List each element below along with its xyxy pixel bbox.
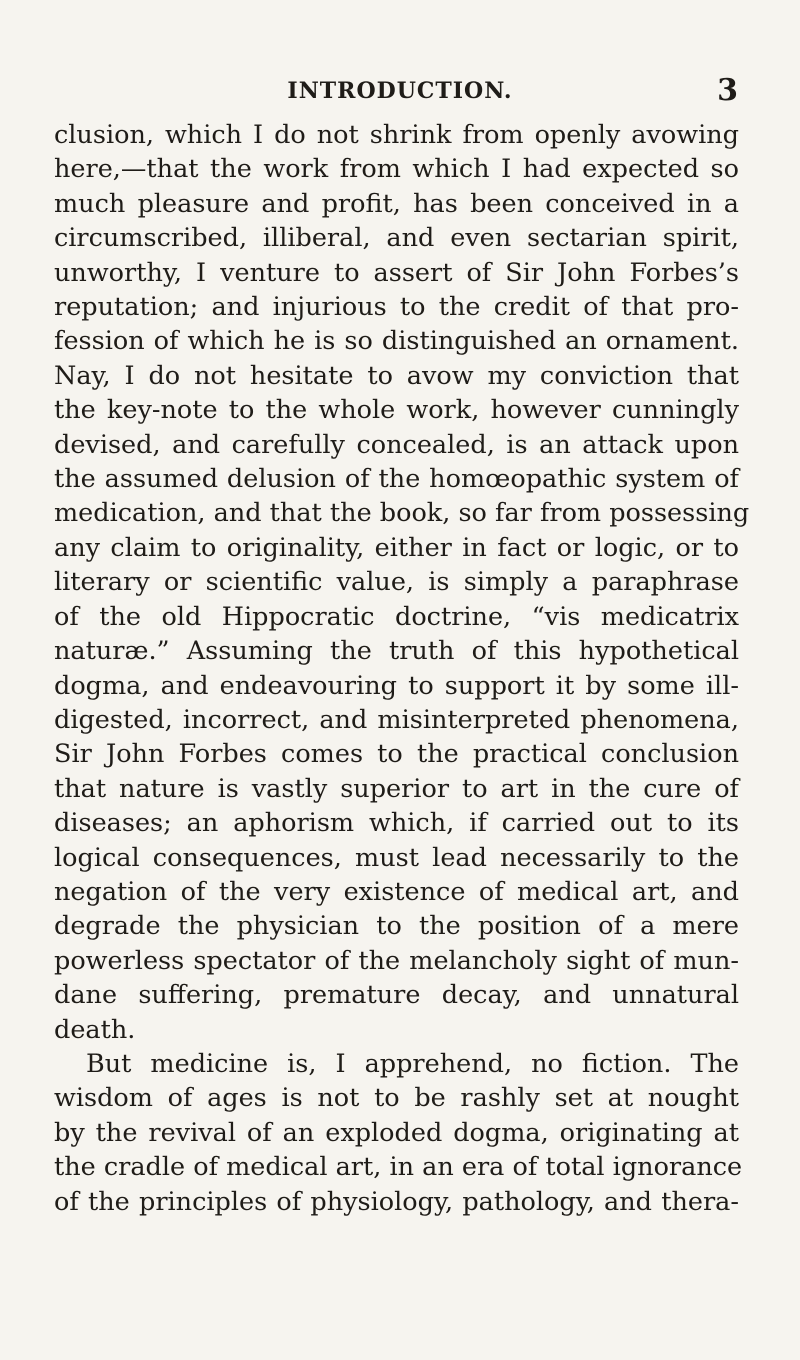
- text-line: dogma, and endeavouring to support it by some ill-: [54, 670, 739, 701]
- text-line: degrade the physician to the position of a mere: [54, 911, 739, 942]
- text-line: by the revival of an exploded dogma, originating at: [54, 1117, 739, 1148]
- text-line: diseases; an aphorism which, if carried out to its: [54, 808, 739, 839]
- text-line: Sir John Forbes comes to the practical conclusion: [54, 739, 739, 770]
- body-text: [54, 118, 750, 1219]
- text-line: unworthy, I venture to assert of Sir John Forbes’s: [54, 257, 739, 288]
- page-header: [0, 73, 800, 118]
- text-line: the cradle of medical art, in an era of total ignorance: [54, 1152, 743, 1183]
- text-line: here,—that the work from which I had expected so: [54, 154, 739, 185]
- text-line: literary or scientific value, is simply a paraphrase: [54, 567, 739, 598]
- text-line: that nature is vastly superior to art in the cure of: [54, 773, 739, 804]
- page-number: 3: [717, 73, 738, 108]
- text-line: Nay, I do not hesitate to avow my conviction that: [54, 360, 739, 391]
- text-line: the key-note to the whole work, however cunningly: [54, 395, 739, 426]
- text-line: fession of which he is so distinguished an ornament.: [54, 326, 739, 357]
- running-head: INTRODUCTION.: [287, 78, 513, 104]
- text-line: devised, and carefully concealed, is an attack upon: [54, 429, 739, 460]
- text-line: any claim to originality, either in fact or logic, or to: [54, 532, 739, 563]
- text-line: dane suffering, premature decay, and unnatural: [54, 980, 739, 1011]
- text-line: medication, and that the book, so far from possessing: [54, 498, 750, 529]
- text-line: wisdom of ages is not to be rashly set at nought: [54, 1083, 739, 1114]
- text-line: logical consequences, must lead necessarily to the: [54, 842, 739, 873]
- text-line: reputation; and injurious to the credit of that pro-: [54, 292, 739, 323]
- text-line: death.: [54, 1014, 136, 1045]
- text-line: But medicine is, I apprehend, no fiction. The: [86, 1048, 739, 1079]
- text-line: powerless spectator of the melancholy sight of mun-: [54, 945, 739, 976]
- text-line: circumscribed, illiberal, and even sectarian spirit,: [54, 223, 739, 254]
- text-line: of the principles of physiology, pathology, and thera-: [54, 1186, 739, 1217]
- text-line: digested, incorrect, and misinterpreted phenomena,: [54, 704, 739, 735]
- text-line: the assumed delusion of the homœopathic system of: [54, 464, 739, 495]
- text-line: of the old Hippocratic doctrine, “vis medicatrix: [54, 601, 739, 632]
- text-line: negation of the very existence of medical art, and: [54, 876, 739, 907]
- text-line: naturæ.” Assuming the truth of this hypothetical: [54, 636, 739, 667]
- text-line: clusion, which I do not shrink from openly avowing: [54, 120, 739, 150]
- text-line: much pleasure and profit, has been conceived in a: [54, 188, 739, 219]
